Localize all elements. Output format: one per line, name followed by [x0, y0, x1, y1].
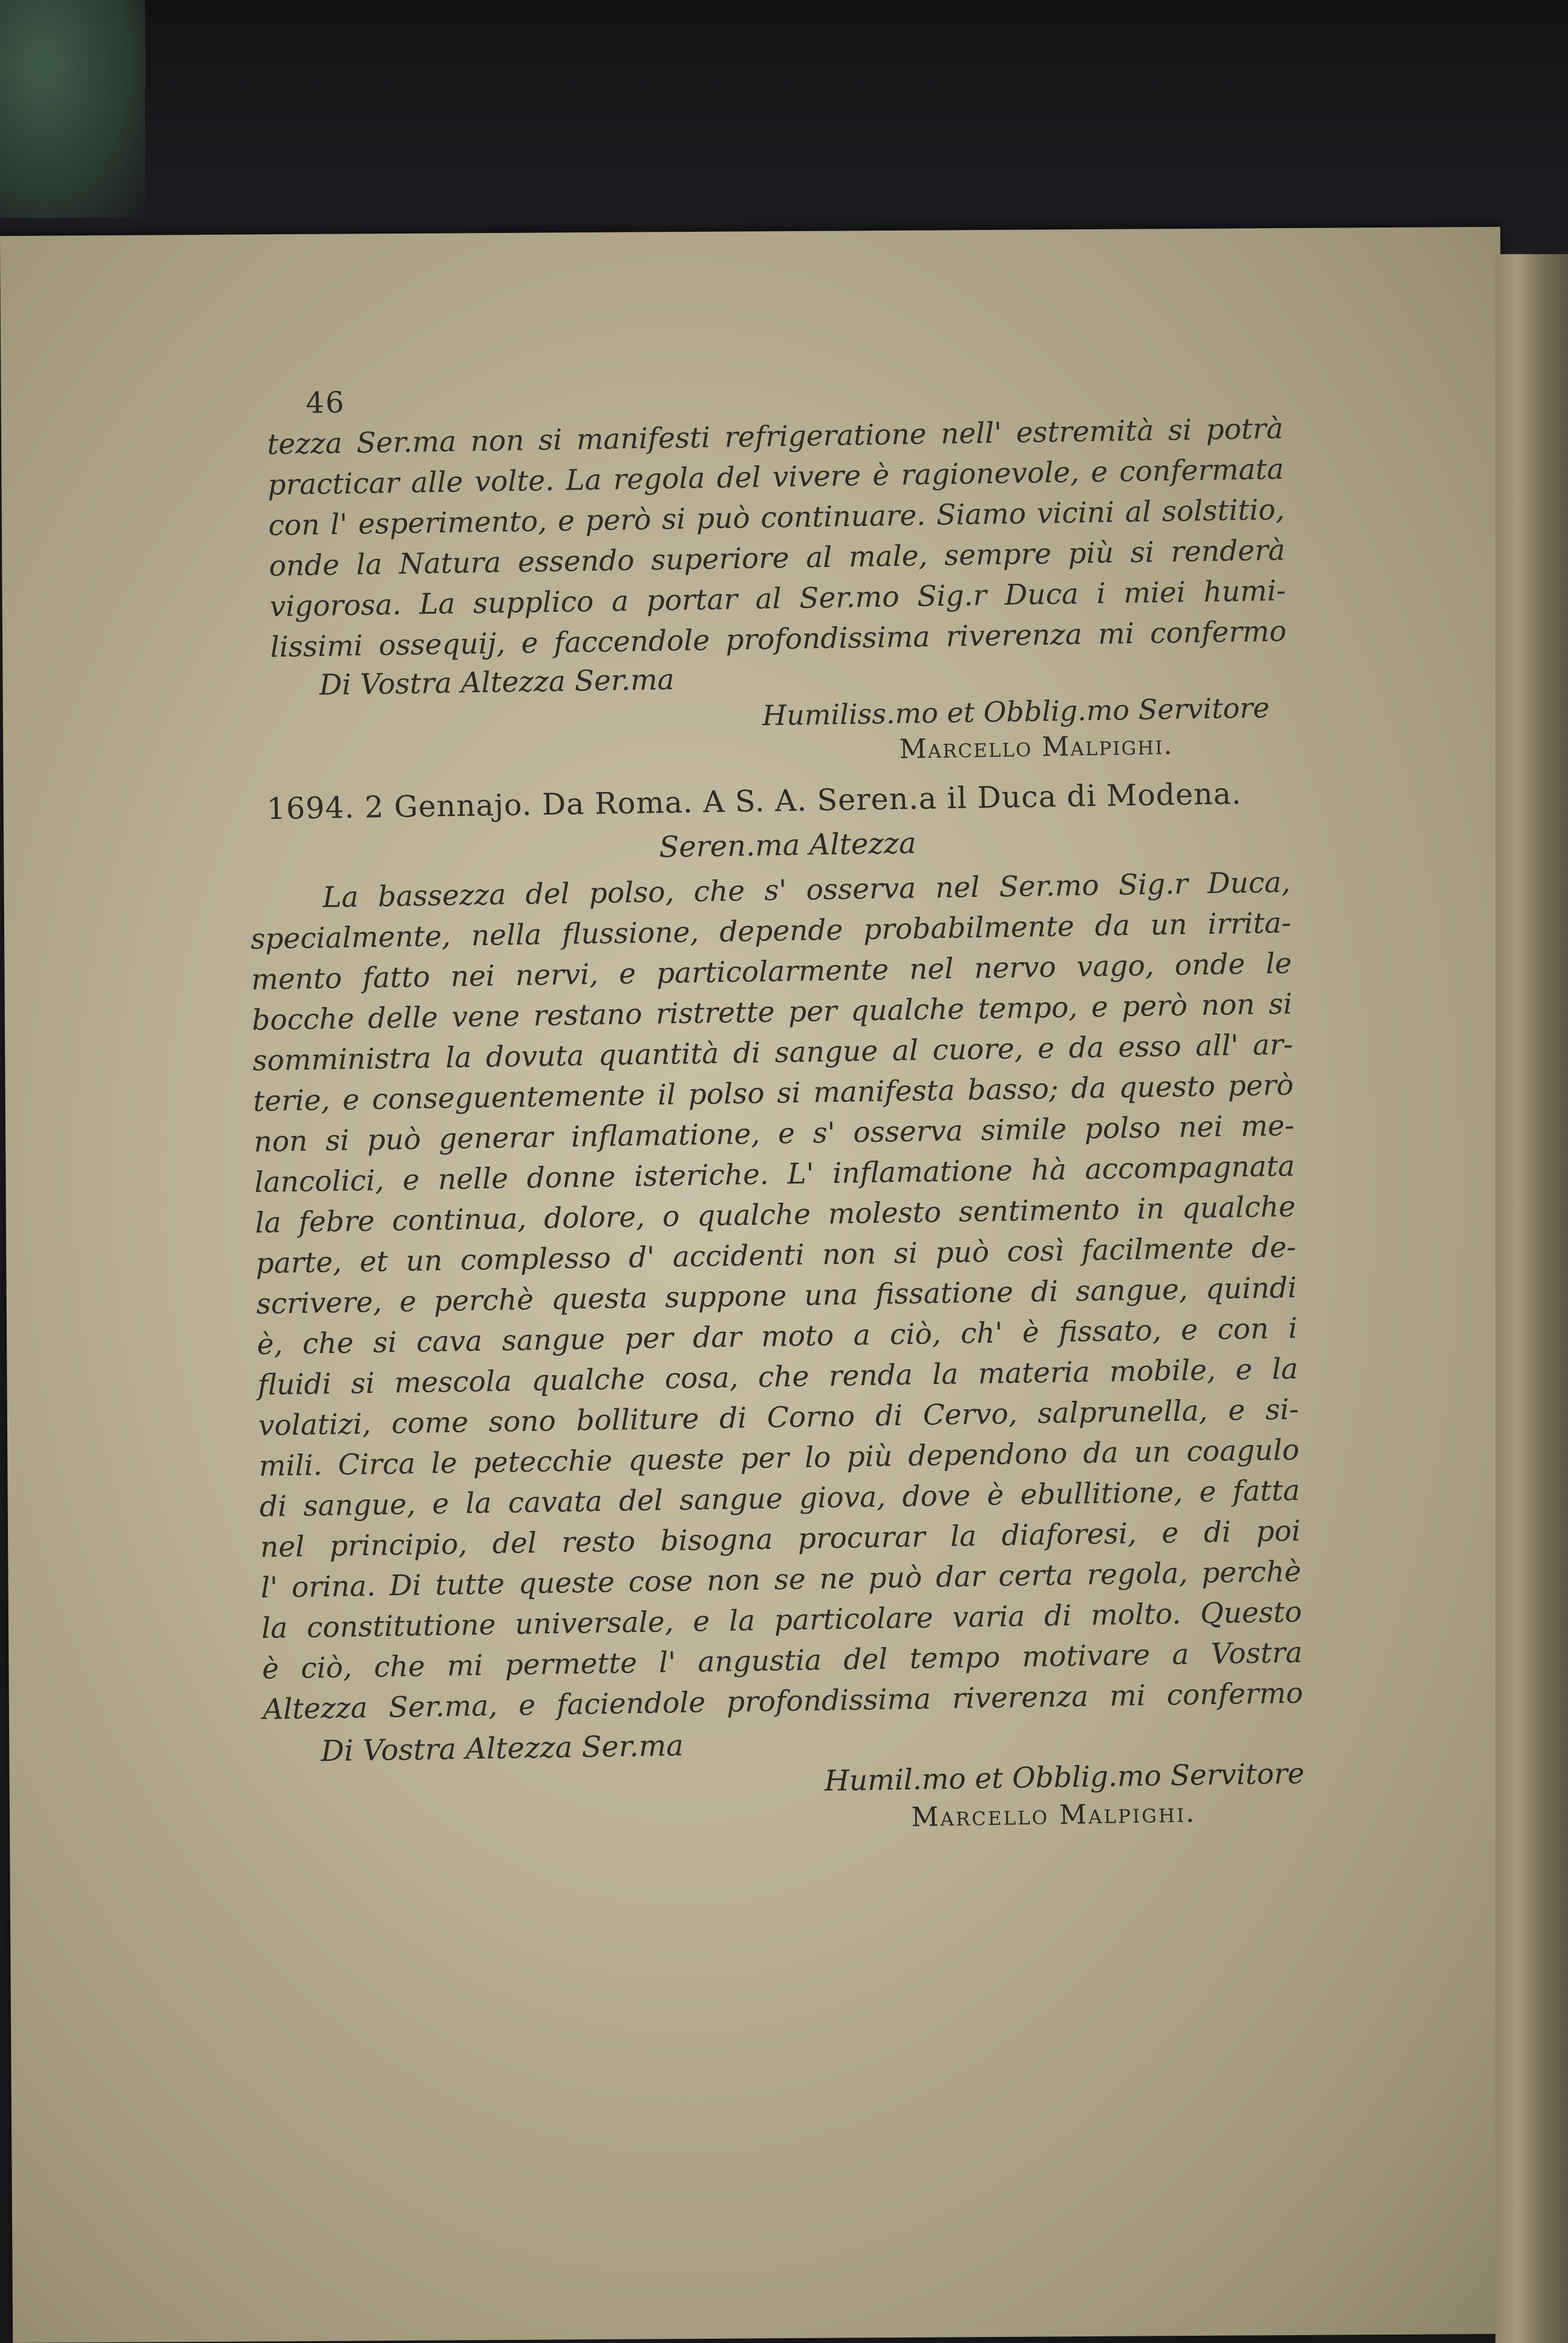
text-line: bocche delle vene restano ristrette per qualche tempo, e però non si: [252, 987, 1293, 1037]
background-green-object: [0, 0, 145, 218]
text-line: specialmente, nella flussione, depende probabilmente da un irrita-: [250, 906, 1292, 956]
signature-title: Humil.mo et Obblig.mo Servitore: [824, 1757, 1305, 1798]
letter-closing: Di Vostra Altezza Ser.ma: [319, 663, 675, 703]
text-line: practicar alle volte. La regola del vivere è ragionevole, e confermata: [267, 452, 1284, 502]
second-letter-body: [250, 862, 1304, 1730]
page-text: [242, 371, 1305, 1847]
text-line: volatizi, come sono bolliture di Corno di Cervo, salprunella, e si-: [258, 1392, 1299, 1443]
text-line: di sangue, e la cavata del sangue giova, dove è ebullitione, e fatta: [259, 1473, 1301, 1524]
signature-name: Marcello Malpighi.: [910, 1797, 1197, 1833]
text-line: la constitutione universale, e la particolare varia di molto. Questo: [261, 1595, 1302, 1645]
text-line: mili. Circa le petecchie queste per lo più dependono da un coagulo: [258, 1433, 1300, 1483]
text-line: l' orina. Di tutte queste cose non se ne può dar certa regola, perchè: [260, 1555, 1302, 1605]
text-line: è, che si cava sangue per dar moto a ciò, ch' è fissato, e con i: [256, 1311, 1298, 1362]
page-stack-edge: [1495, 254, 1568, 2343]
text-line: nel principio, del resto bisogna procurar la diaforesi, e di poi: [260, 1514, 1301, 1564]
text-line: fluidi si mescola qualche cosa, che renda la materia mobile, e la: [257, 1352, 1299, 1402]
text-line: con l' esperimento, e però si può continuare. Siamo vicini al solstitio,: [268, 493, 1285, 543]
letter-header: 1694. 2 Gennajo. Da Roma. A S. A. Seren.a il Duca di Modena.: [266, 776, 1242, 827]
text-line: scrivere, e perchè questa suppone una fissatione di sangue, quindi: [256, 1271, 1298, 1321]
first-letter-body: [243, 408, 1287, 668]
text-line: tezza Ser.ma non si manifesti refrigeratione nell' estremità si potrà: [267, 411, 1284, 462]
letter-closing: Di Vostra Altezza Ser.ma: [320, 1728, 684, 1769]
text-line: la febre continua, dolore, o qualche molesto sentimento in qualche: [255, 1190, 1296, 1240]
signature-name: Marcello Malpighi.: [899, 729, 1174, 765]
text-line: parte, et un complesso d' accidenti non si può così facilmente de-: [255, 1230, 1296, 1280]
page-number: 46: [305, 385, 345, 421]
text-line: lissimi ossequij, e faccendole profondissima riverenza mi confermo: [270, 614, 1287, 664]
text-line: è ciò, che mi permette l' angustia del tempo motivare a Vostra: [261, 1636, 1303, 1686]
text-line: lancolici, e nelle donne isteriche. L' inflamatione hà accompagnata: [254, 1149, 1295, 1199]
text-line: mento fatto nei nervi, e particolarmente nel nervo vago, onde le: [250, 946, 1292, 997]
text-line: terie, e conseguentemente il polso si manifesta basso; da questo però: [253, 1068, 1294, 1118]
text-line: La bassezza del polso, che s' osserva nel Ser.mo Sig.r Duca,: [322, 865, 1291, 915]
signature-title: Humiliss.mo et Obblig.mo Servitore: [762, 691, 1270, 732]
text-line: non si può generar inflamatione, e s' osserva simile polso nei me-: [253, 1109, 1295, 1159]
text-line: Altezza Ser.ma, e faciendole profondissima riverenza mi confermo: [262, 1676, 1304, 1726]
text-line: somministra la dovuta quantità di sangue al cuore, e da esso all' ar-: [252, 1027, 1293, 1078]
letter-salutation: Seren.ma Altezza: [659, 826, 916, 865]
text-line: onde la Natura essendo superiore al male, sempre più si renderà: [269, 533, 1285, 583]
text-line: vigorosa. La supplico a portar al Ser.mo Sig.r Duca i miei humi-: [269, 574, 1286, 624]
